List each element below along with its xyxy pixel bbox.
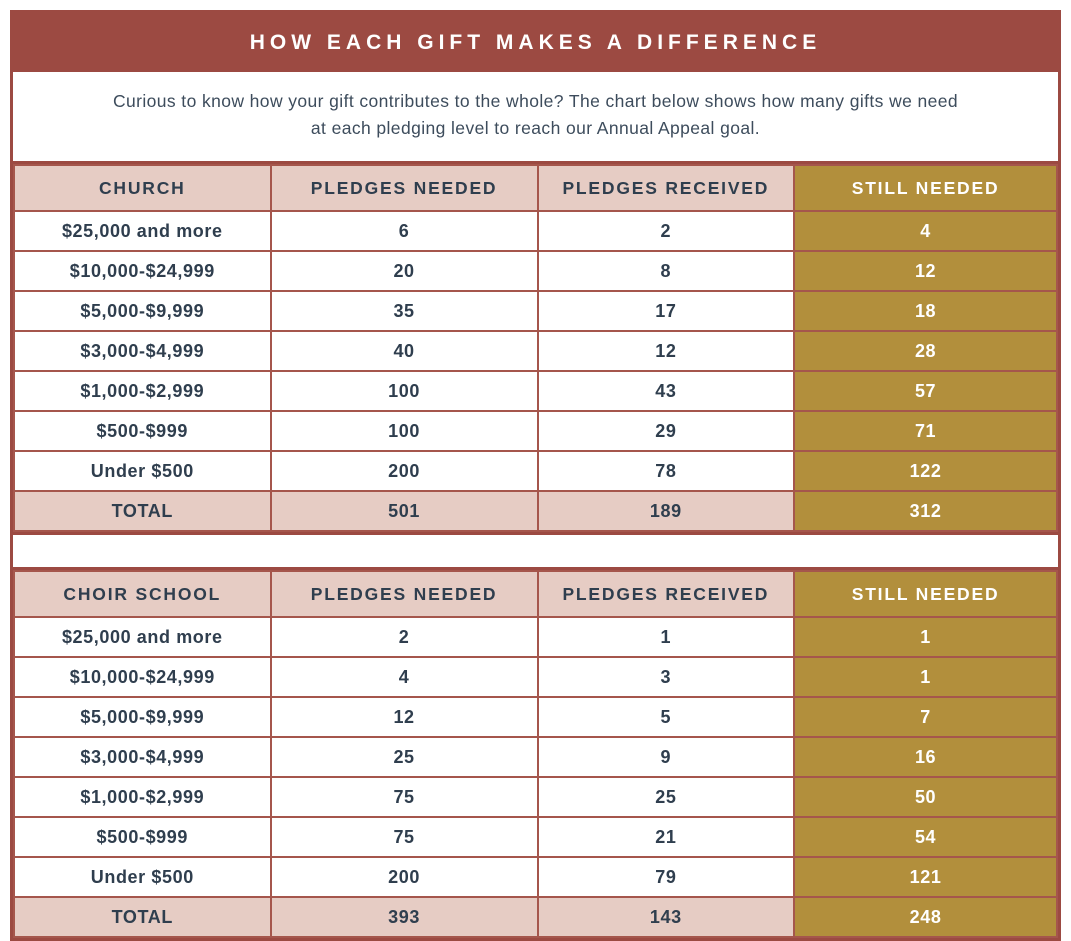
value-cell: 122	[794, 451, 1057, 491]
row-label: $10,000-$24,999	[14, 657, 271, 697]
header-row	[14, 571, 1057, 617]
value-cell: 57	[794, 371, 1057, 411]
column-header: PLEDGES NEEDED	[271, 571, 538, 617]
value-cell: 501	[271, 491, 538, 531]
value-cell: 2	[538, 211, 795, 251]
table-row	[14, 737, 1057, 777]
row-label: TOTAL	[14, 897, 271, 937]
value-cell: 54	[794, 817, 1057, 857]
row-label: $500-$999	[14, 411, 271, 451]
value-cell: 100	[271, 411, 538, 451]
column-header: STILL NEEDED	[794, 165, 1057, 211]
value-cell: 1	[794, 657, 1057, 697]
value-cell: 43	[538, 371, 795, 411]
table-row	[14, 411, 1057, 451]
table-gap	[13, 535, 1058, 567]
total-row	[14, 897, 1057, 937]
church-pledge-table	[13, 161, 1058, 535]
column-header: PLEDGES RECEIVED	[538, 165, 795, 211]
value-cell: 21	[538, 817, 795, 857]
row-label: $1,000-$2,999	[14, 777, 271, 817]
value-cell: 1	[538, 617, 795, 657]
subtitle-text: Curious to know how your gift contributes to the whole? The chart below shows how many gifts we need at each pledging level to reach our Annual Appeal goal.	[112, 91, 959, 139]
value-cell: 100	[271, 371, 538, 411]
value-cell: 1	[794, 617, 1057, 657]
value-cell: 3	[538, 657, 795, 697]
value-cell: 8	[538, 251, 795, 291]
value-cell: 121	[794, 857, 1057, 897]
table-row	[14, 617, 1057, 657]
column-header: CHURCH	[14, 165, 271, 211]
table-row	[14, 371, 1057, 411]
value-cell: 16	[794, 737, 1057, 777]
column-header: CHOIR SCHOOL	[14, 571, 271, 617]
table-row	[14, 817, 1057, 857]
value-cell: 4	[271, 657, 538, 697]
value-cell: 143	[538, 897, 795, 937]
subtitle-section	[13, 72, 1058, 161]
column-header: PLEDGES NEEDED	[271, 165, 538, 211]
value-cell: 50	[794, 777, 1057, 817]
total-row	[14, 491, 1057, 531]
row-label: $3,000-$4,999	[14, 331, 271, 371]
value-cell: 312	[794, 491, 1057, 531]
pledge-table	[13, 164, 1058, 532]
value-cell: 71	[794, 411, 1057, 451]
header-row	[14, 165, 1057, 211]
value-cell: 189	[538, 491, 795, 531]
value-cell: 78	[538, 451, 795, 491]
value-cell: 7	[794, 697, 1057, 737]
value-cell: 393	[271, 897, 538, 937]
row-label: Under $500	[14, 451, 271, 491]
value-cell: 200	[271, 857, 538, 897]
table-row	[14, 291, 1057, 331]
value-cell: 25	[538, 777, 795, 817]
annual-appeal-board	[10, 10, 1061, 941]
row-label: $1,000-$2,999	[14, 371, 271, 411]
value-cell: 12	[794, 251, 1057, 291]
value-cell: 25	[271, 737, 538, 777]
value-cell: 20	[271, 251, 538, 291]
value-cell: 2	[271, 617, 538, 657]
page-title: HOW EACH GIFT MAKES A DIFFERENCE	[13, 13, 1058, 72]
row-label: $500-$999	[14, 817, 271, 857]
row-label: $25,000 and more	[14, 211, 271, 251]
value-cell: 248	[794, 897, 1057, 937]
row-label: $3,000-$4,999	[14, 737, 271, 777]
value-cell: 75	[271, 777, 538, 817]
row-label: $5,000-$9,999	[14, 697, 271, 737]
table-row	[14, 857, 1057, 897]
value-cell: 12	[271, 697, 538, 737]
column-header: STILL NEEDED	[794, 571, 1057, 617]
value-cell: 12	[538, 331, 795, 371]
pledge-table	[13, 570, 1058, 938]
table-row	[14, 451, 1057, 491]
value-cell: 79	[538, 857, 795, 897]
value-cell: 29	[538, 411, 795, 451]
value-cell: 17	[538, 291, 795, 331]
table-row	[14, 657, 1057, 697]
row-label: $5,000-$9,999	[14, 291, 271, 331]
row-label: Under $500	[14, 857, 271, 897]
table-row	[14, 777, 1057, 817]
value-cell: 5	[538, 697, 795, 737]
row-label: TOTAL	[14, 491, 271, 531]
value-cell: 9	[538, 737, 795, 777]
table-row	[14, 211, 1057, 251]
value-cell: 200	[271, 451, 538, 491]
table-row	[14, 251, 1057, 291]
table-row	[14, 697, 1057, 737]
column-header: PLEDGES RECEIVED	[538, 571, 795, 617]
value-cell: 18	[794, 291, 1057, 331]
value-cell: 4	[794, 211, 1057, 251]
value-cell: 75	[271, 817, 538, 857]
table-row	[14, 331, 1057, 371]
value-cell: 28	[794, 331, 1057, 371]
value-cell: 6	[271, 211, 538, 251]
row-label: $10,000-$24,999	[14, 251, 271, 291]
choir-school-pledge-table	[13, 567, 1058, 938]
value-cell: 35	[271, 291, 538, 331]
value-cell: 40	[271, 331, 538, 371]
row-label: $25,000 and more	[14, 617, 271, 657]
